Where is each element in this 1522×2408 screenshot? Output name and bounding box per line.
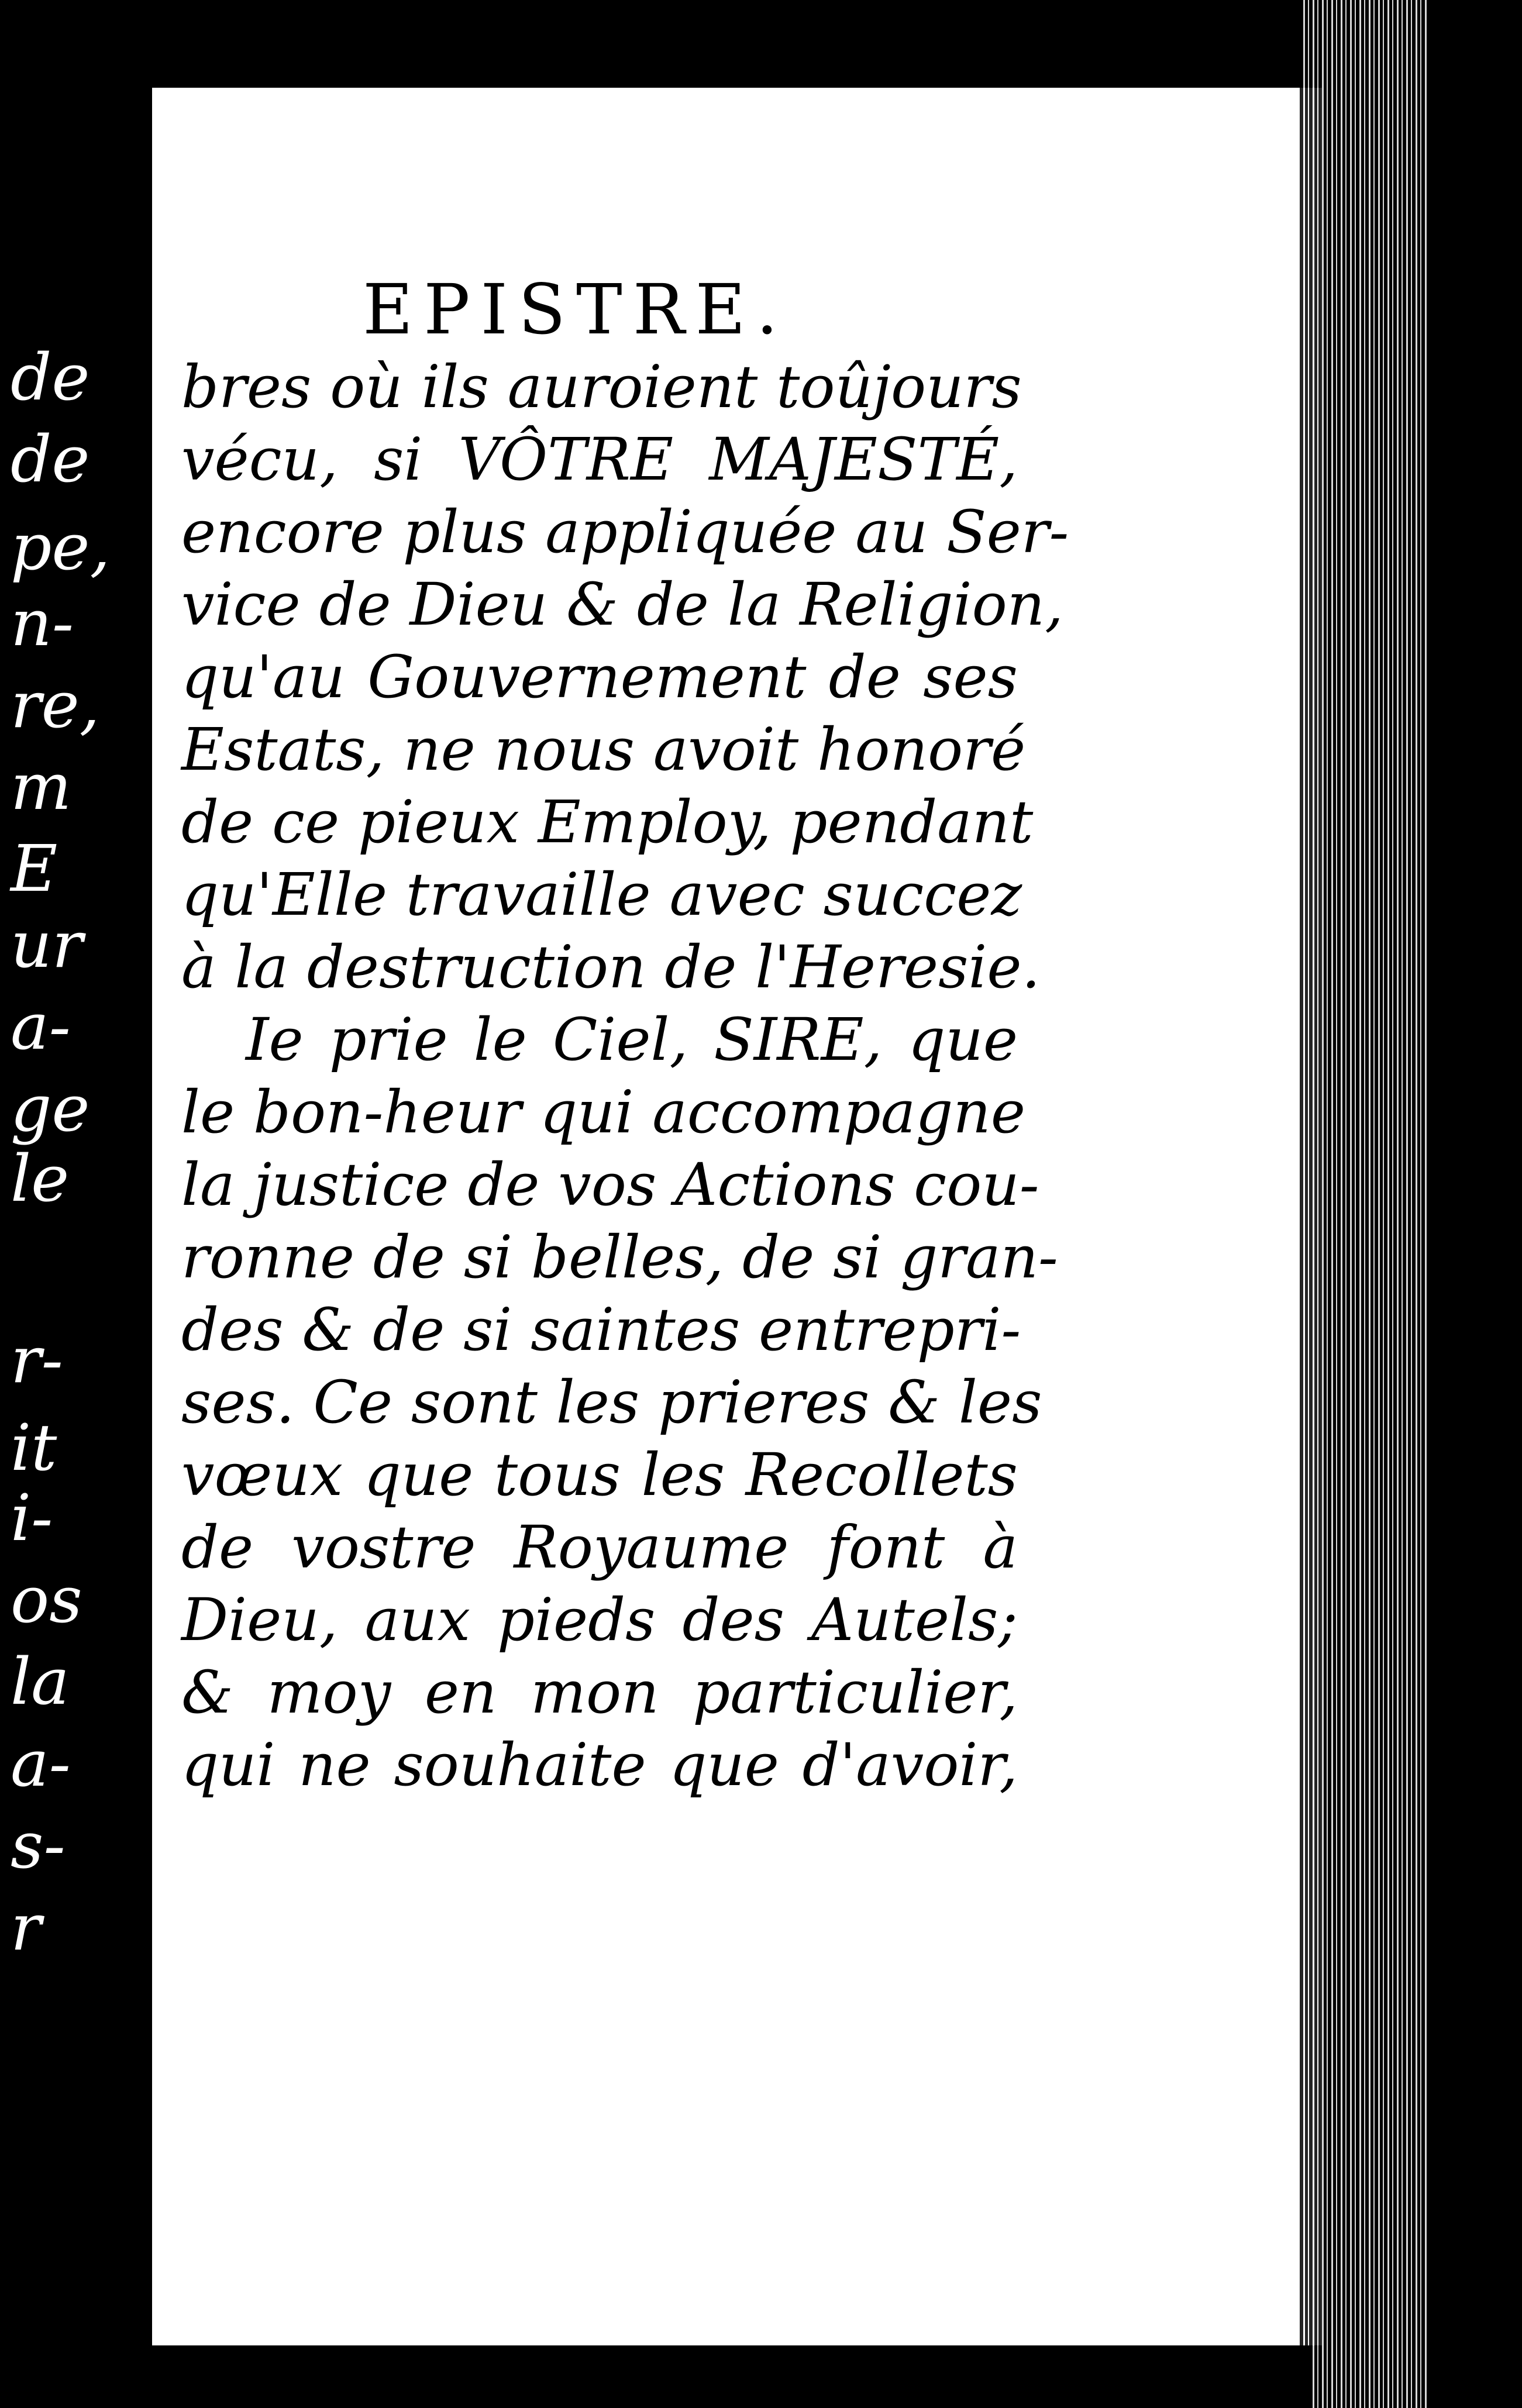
- facing-page-fragment: r: [11, 1890, 42, 1965]
- text-line: vœux que tous les Recollets: [181, 1441, 1018, 1509]
- text-line: encore plus appliquée au Ser-: [181, 498, 1069, 566]
- text-line: bres où ils auroient toûjours: [181, 353, 1022, 421]
- facing-page-fragment: n-: [11, 585, 74, 660]
- previous-page-fragments: [0, 0, 135, 2408]
- facing-page-fragment: a-: [11, 1726, 71, 1801]
- facing-page-fragment: m: [11, 749, 72, 824]
- text-line: à la destruction de l'Heresie.: [181, 933, 1041, 1001]
- text-line: des & de si saintes entrepri-: [181, 1296, 1021, 1364]
- text-line: de vostre Royaume font à: [181, 1513, 1018, 1582]
- facing-page-fragment: de: [11, 340, 90, 415]
- running-head: EPISTRE.: [363, 269, 789, 350]
- text-line: qui ne souhaite que d'avoir,: [181, 1731, 1018, 1799]
- facing-page-fragment: re,: [11, 667, 100, 742]
- text-line: ses. Ce sont les prieres & les: [181, 1368, 1042, 1436]
- text-line: Estats, ne nous avoit honoré: [181, 715, 1026, 784]
- text-line: ronne de si belles, de si gran-: [181, 1223, 1058, 1291]
- text-line: vice de Dieu & de la Religion,: [181, 570, 1063, 639]
- text-line: qu'au Gouvernement de ses: [181, 643, 1018, 711]
- facing-page-fragment: ur: [11, 907, 83, 982]
- facing-page-fragment: i-: [11, 1480, 53, 1555]
- facing-page-fragment: ge: [11, 1071, 90, 1146]
- text-line: qu'Elle travaille avec succez: [181, 860, 1022, 929]
- facing-page-fragment: r-: [11, 1322, 63, 1397]
- page-edge-shadow: [1428, 0, 1522, 2408]
- facing-page-fragment: it: [11, 1410, 57, 1485]
- text-line: le bon-heur qui accompagne: [181, 1078, 1026, 1146]
- text-line: vécu, si VÔTRE MAJESTÉ,: [181, 425, 1018, 494]
- facing-page-fragment: os: [11, 1562, 82, 1637]
- bottom-edge: [140, 2345, 1310, 2408]
- text-line: Ie prie le Ciel, SIRE, que: [246, 1005, 1018, 1074]
- text-line: la justice de vos Actions cou-: [181, 1150, 1039, 1219]
- facing-page-fragment: la: [11, 1644, 70, 1719]
- facing-page-fragment: a-: [11, 989, 71, 1064]
- facing-page-fragment: pe,: [11, 509, 111, 584]
- facing-page-fragment: E: [11, 831, 58, 906]
- text-line: Dieu, aux pieds des Autels;: [181, 1586, 1018, 1654]
- facing-page-fragment: de: [11, 422, 90, 497]
- body-text: [181, 351, 1069, 1801]
- facing-page-fragment: le: [11, 1141, 70, 1216]
- text-line: de ce pieux Employ, pendant: [181, 788, 1034, 856]
- text-line: & moy en mon particulier,: [181, 1658, 1018, 1727]
- facing-page-fragment: s-: [11, 1808, 66, 1883]
